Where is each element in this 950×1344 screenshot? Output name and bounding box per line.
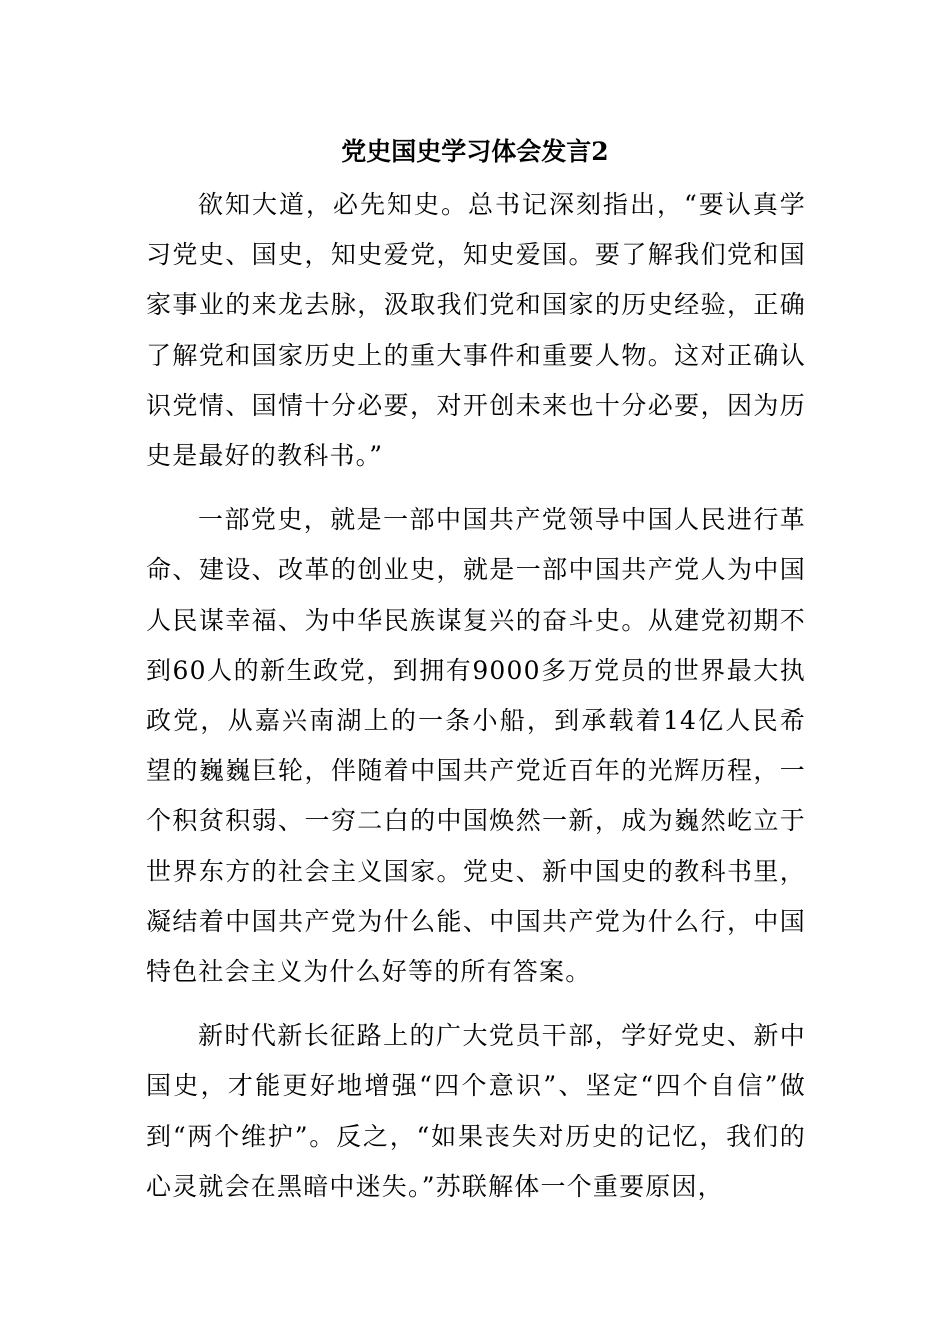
document-body bbox=[146, 180, 806, 1226]
paragraph-1: 欲知大道，必先知史。总书记深刻指出，“要认真学习党史、国史，知史爱党，知史爱国。要了解我们党和国家事业的来龙去脉，汲取我们党和国家的历史经验，正确了解党和国家历史上的重大事件和重要人物。这对正确认识党情、国情十分必要，对开创未来也十分必要，因为历史是最好的教科书。” bbox=[146, 190, 806, 471]
paragraph-3: 新时代新长征路上的广大党员干部，学好党史、新中国史，才能更好地增强“四个意识”、坚定“四个自信”做到“两个维护”。反之，“如果丧失对历史的记忆，我们的心灵就会在黑暗中迷失。”苏联解体一个重要原因， bbox=[146, 1021, 806, 1201]
document-title: 党史国史学习体会发言2 bbox=[341, 137, 609, 166]
paragraph-2: 一部党史，就是一部中国共产党领导中国人民进行革命、建设、改革的创业史，就是一部中国共产党人为中国人民谋幸福、为中华民族谋复兴的奋斗史。从建党初期不到60人的新生政党，到拥有9000多万党员的世界最大执政党，从嘉兴南湖上的一条小船，到承载着14亿人民希望的巍巍巨轮，伴随着中国共产党近百年的光辉历程，一个积贫积弱、一穷二白的中国焕然一新，成为巍然屹立于世界东方的社会主义国家。党史、新中国史的教科书里，凝结着中国共产党为什么能、中国共产党为什么行，中国特色社会主义为什么好等的所有答案。 bbox=[146, 505, 806, 987]
